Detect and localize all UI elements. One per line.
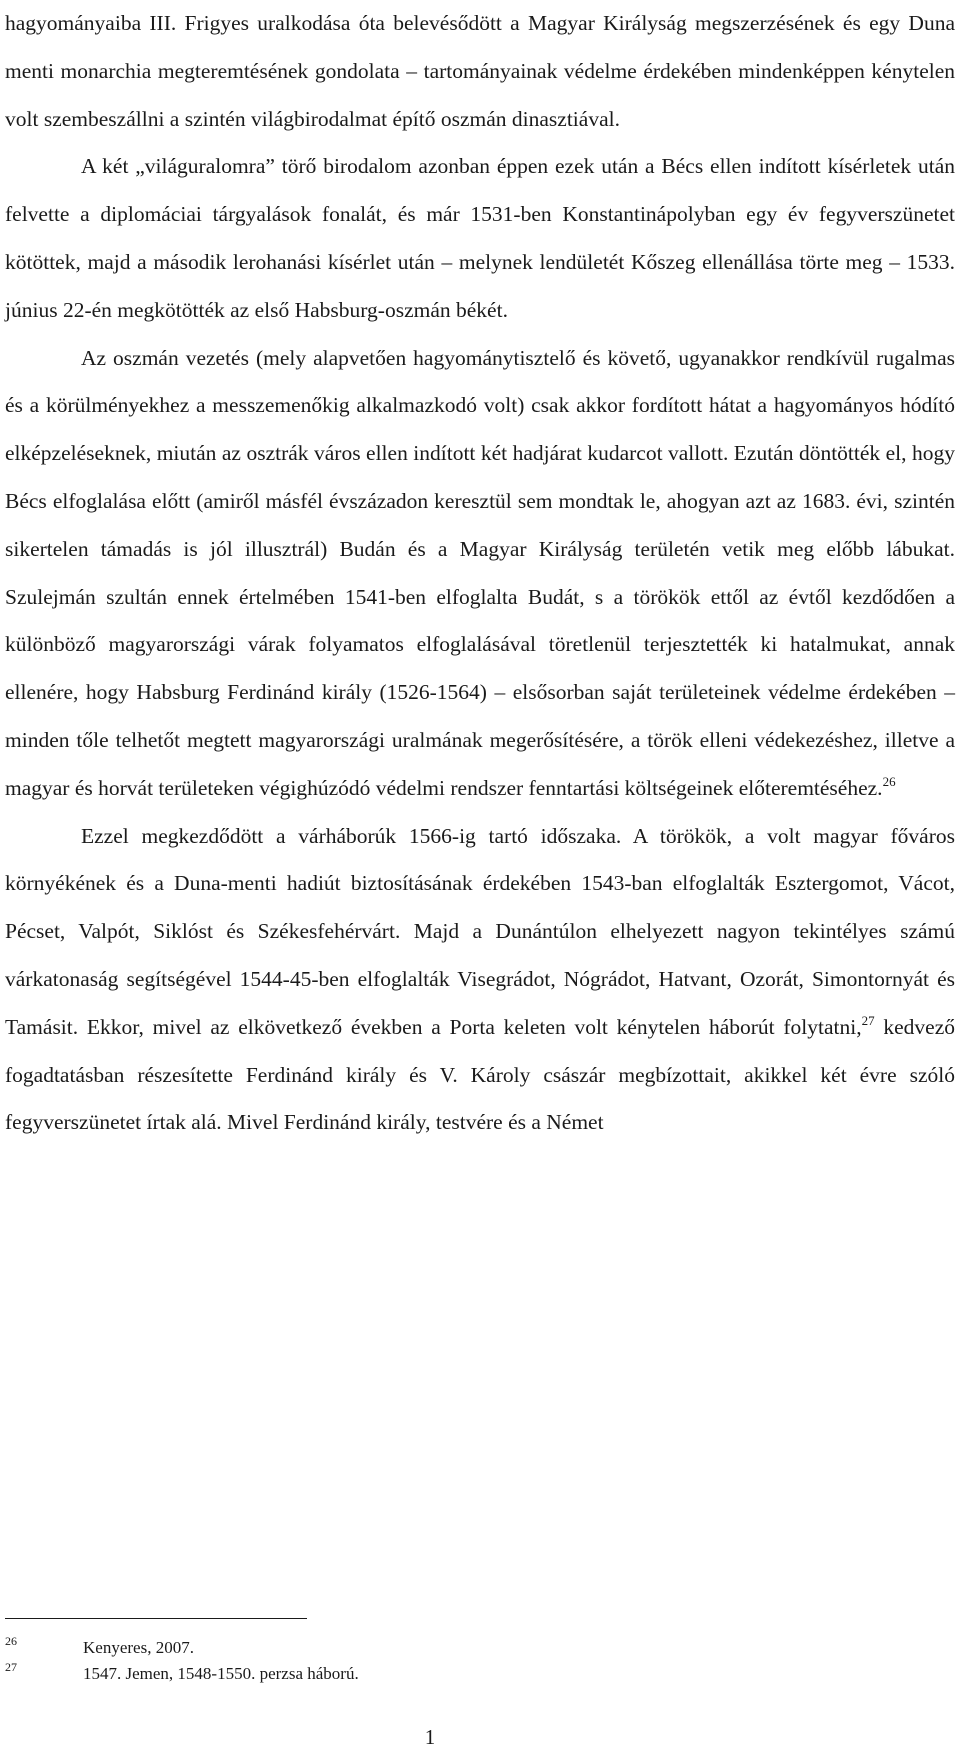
footnote-ref-26[interactable]: 26 bbox=[882, 773, 896, 789]
footnote-ref-27[interactable]: 27 bbox=[861, 1012, 875, 1028]
paragraph-3-text: Az oszmán vezetés (mely alapvetően hagyománytisztelő és követő, ugyanakkor rendkívül rugalmas és a körülményekhez a messzemenőkig alkalmazkodó volt) csak akkor fordított hátat a hagyományos hódító elképzeléseknek, miután az osztrák város ellen indított két hadjárat kudarcot vallott. Ezután döntötték el, hogy Bécs elfoglalása előtt (amiről másfél évszázadon keresztül sem mondtak le, ahogyan azt az 1683. évi, szintén sikertelen támadás is jól illusztrál) Budán és a Magyar Királyság területén vetik meg előbb lábukat. Szulejmán szultán ennek értelmében 1541-ben elfoglalta Budát, s a törökök ettől az évtől kezdődően a különböző magyarországi várak folyamatos elfoglalásával töretlenül terjesztették ki hatalmukat, annak ellenére, hogy Habsburg Ferdinánd király (1526-1564) – elsősorban saját területeinek védelme érdekében – minden tőle telhetőt megtett magyarországi uralmának megerősítésére, a török elleni védekezéshez, illetve a magyar és horvát területeken végighúzódó védelmi rendszer fenntartási költségeinek előteremtéséhez. bbox=[5, 345, 955, 800]
paragraph-3 bbox=[5, 335, 955, 813]
footnote-text: 1547. Jemen, 1548-1550. perzsa háború. bbox=[83, 1664, 359, 1683]
paragraph-4-text: Ezzel megkezdődött a várháborúk 1566-ig tartó időszaka. A törökök, a volt magyar főváros környékének és a Duna-menti hadiút biztosításának érdekében 1543-ban elfoglalták Esztergomot, Vácot, Pécset, Valpót, Siklóst és Székesfehérvárt. Majd a Dunántúlon elhelyezett nagyon tekintélyes számú várkatonaság segítségével 1544-45-ben elfoglalták Visegrádot, Nógrádot, Hatvant, Ozorát, Simontornyát és Tamásit. Ekkor, mivel az elkövetkező években a Porta keleten volt kénytelen háborút folytatni, bbox=[5, 823, 955, 1039]
body-text bbox=[5, 0, 955, 1147]
paragraph-1: hagyományaiba III. Frigyes uralkodása óta belevésődött a Magyar Királyság megszerzésének és egy Duna menti monarchia megteremtésének gondolata – tartományainak védelme érdekében mindenképpen kénytelen volt szembeszállni a szintén világbirodalmat építő oszmán dinasztiával. bbox=[5, 11, 955, 131]
footnote-text: Kenyeres, 2007. bbox=[83, 1638, 194, 1657]
paragraph-2: A két „világuralomra” törő birodalom azonban éppen ezek után a Bécs ellen indított kísérletek után felvette a diplomáciai tárgyalások fonalát, és már 1531-ben Konstantinápolyban egy év fegyverszünetet kötöttek, majd a második lerohanási kísérlet után – melynek lendületét Kőszeg ellenállása törte meg – 1533. június 22-én megkötötték az első Habsburg-oszmán békét. bbox=[5, 154, 955, 322]
paragraph-4-text-continued: kedvező fogadtatásban részesítette Ferdinánd király és V. Károly császár megbízottait, akikkel két évre szóló fegyverszünetet írtak alá. Mivel Ferdinánd király, testvére és a Német bbox=[5, 1014, 955, 1135]
paragraph-4 bbox=[5, 813, 955, 1148]
page-number: 1 bbox=[424, 1725, 436, 1749]
footnote-separator bbox=[5, 1618, 307, 1619]
footnotes bbox=[5, 1634, 905, 1686]
footnote-26 bbox=[5, 1634, 905, 1660]
footnote-27 bbox=[5, 1660, 905, 1686]
footnote-number: 26 bbox=[5, 1634, 17, 1648]
footnote-number: 27 bbox=[5, 1660, 17, 1674]
